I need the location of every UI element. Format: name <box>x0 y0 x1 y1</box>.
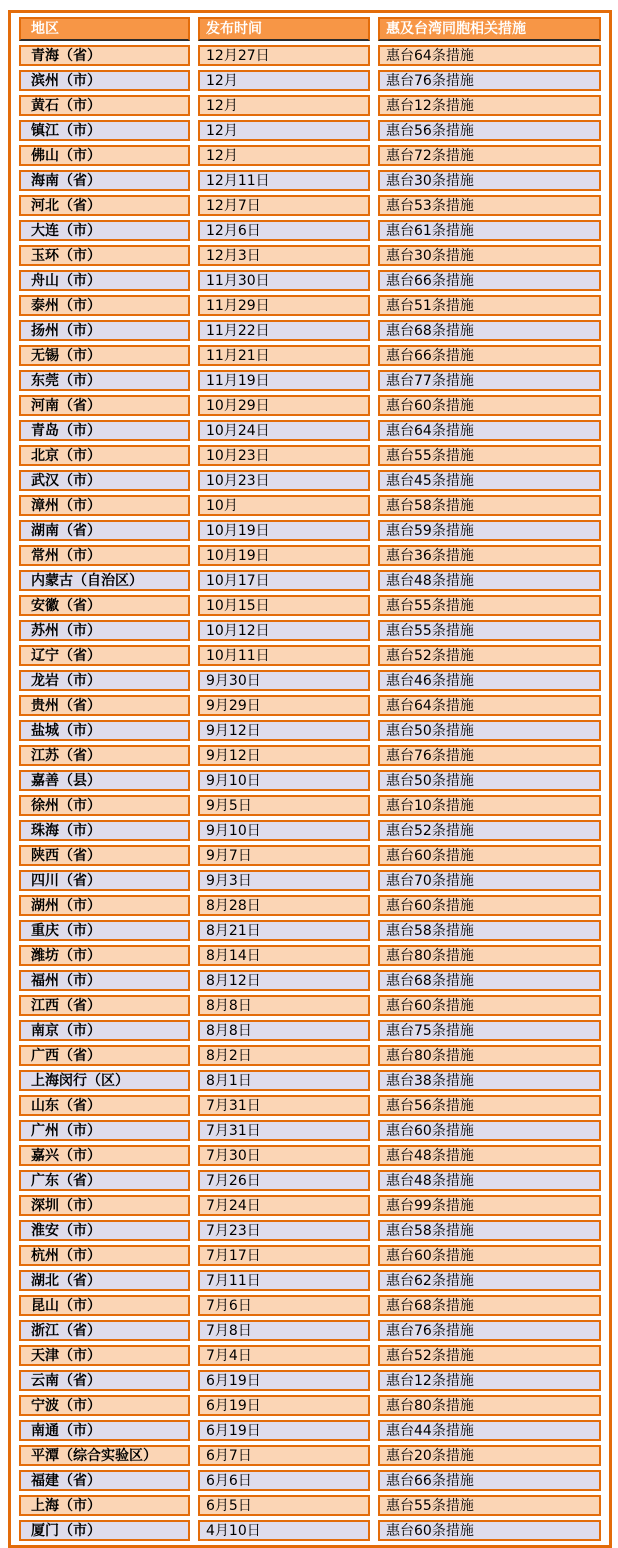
measures-cell: 惠台20条措施 <box>378 1445 601 1466</box>
region-cell: 北京（市） <box>19 445 190 466</box>
date-cell: 7月30日 <box>198 1145 370 1166</box>
measures-cell: 惠台80条措施 <box>378 945 601 966</box>
date-cell: 9月7日 <box>198 845 370 866</box>
table-row <box>19 545 601 566</box>
region-cell: 厦门（市） <box>19 1520 190 1541</box>
table-row <box>19 1120 601 1141</box>
measures-cell: 惠台99条措施 <box>378 1195 601 1216</box>
date-cell: 10月29日 <box>198 395 370 416</box>
measures-cell: 惠台52条措施 <box>378 1345 601 1366</box>
region-cell: 无锡（市） <box>19 345 190 366</box>
measures-cell: 惠台60条措施 <box>378 1120 601 1141</box>
measures-cell: 惠台36条措施 <box>378 545 601 566</box>
date-cell: 10月24日 <box>198 420 370 441</box>
measures-cell: 惠台66条措施 <box>378 1470 601 1491</box>
region-cell: 苏州（市） <box>19 620 190 641</box>
date-cell: 7月23日 <box>198 1220 370 1241</box>
taiwan-measures-table <box>11 13 609 1545</box>
table-row <box>19 720 601 741</box>
measures-cell: 惠台60条措施 <box>378 1245 601 1266</box>
measures-cell: 惠台52条措施 <box>378 645 601 666</box>
table-row <box>19 1095 601 1116</box>
date-cell: 10月11日 <box>198 645 370 666</box>
region-cell: 佛山（市） <box>19 145 190 166</box>
region-cell: 珠海（市） <box>19 820 190 841</box>
region-cell: 昆山（市） <box>19 1295 190 1316</box>
date-cell: 10月23日 <box>198 445 370 466</box>
measures-cell: 惠台51条措施 <box>378 295 601 316</box>
region-cell: 南通（市） <box>19 1420 190 1441</box>
measures-cell: 惠台76条措施 <box>378 1320 601 1341</box>
measures-cell: 惠台76条措施 <box>378 70 601 91</box>
measures-cell: 惠台46条措施 <box>378 670 601 691</box>
date-cell: 8月14日 <box>198 945 370 966</box>
table-row <box>19 70 601 91</box>
region-cell: 广西（省） <box>19 1045 190 1066</box>
date-cell: 12月 <box>198 145 370 166</box>
region-cell: 四川（省） <box>19 870 190 891</box>
date-cell: 6月5日 <box>198 1495 370 1516</box>
date-cell: 7月6日 <box>198 1295 370 1316</box>
date-cell: 8月21日 <box>198 920 370 941</box>
measures-cell: 惠台59条措施 <box>378 520 601 541</box>
measures-cell: 惠台61条措施 <box>378 220 601 241</box>
measures-cell: 惠台56条措施 <box>378 1095 601 1116</box>
table-row <box>19 1220 601 1241</box>
region-cell: 潍坊（市） <box>19 945 190 966</box>
table-outer-frame <box>8 10 612 1548</box>
region-cell: 广东（省） <box>19 1170 190 1191</box>
region-cell: 玉环（市） <box>19 245 190 266</box>
region-cell: 南京（市） <box>19 1020 190 1041</box>
date-cell: 9月10日 <box>198 820 370 841</box>
date-cell: 7月17日 <box>198 1245 370 1266</box>
table-row <box>19 1495 601 1516</box>
measures-cell: 惠台64条措施 <box>378 420 601 441</box>
table-row <box>19 245 601 266</box>
region-cell: 浙江（省） <box>19 1320 190 1341</box>
region-cell: 河南（省） <box>19 395 190 416</box>
region-cell: 平潭（综合实验区） <box>19 1445 190 1466</box>
measures-cell: 惠台60条措施 <box>378 845 601 866</box>
measures-cell: 惠台55条措施 <box>378 1495 601 1516</box>
date-cell: 7月4日 <box>198 1345 370 1366</box>
measures-cell: 惠台66条措施 <box>378 270 601 291</box>
date-cell: 6月7日 <box>198 1445 370 1466</box>
table-row <box>19 170 601 191</box>
region-cell: 上海（市） <box>19 1495 190 1516</box>
measures-cell: 惠台66条措施 <box>378 345 601 366</box>
region-cell: 辽宁（省） <box>19 645 190 666</box>
table-row <box>19 1295 601 1316</box>
table-row <box>19 145 601 166</box>
measures-cell: 惠台80条措施 <box>378 1045 601 1066</box>
table-row <box>19 645 601 666</box>
column-header-publish-date: 发布时间 <box>198 17 370 41</box>
measures-cell: 惠台62条措施 <box>378 1270 601 1291</box>
date-cell: 10月 <box>198 495 370 516</box>
table-row <box>19 970 601 991</box>
date-cell: 7月11日 <box>198 1270 370 1291</box>
region-cell: 泰州（市） <box>19 295 190 316</box>
table-row <box>19 370 601 391</box>
measures-cell: 惠台80条措施 <box>378 1395 601 1416</box>
measures-cell: 惠台76条措施 <box>378 745 601 766</box>
table-row <box>19 845 601 866</box>
date-cell: 8月8日 <box>198 1020 370 1041</box>
table-row <box>19 570 601 591</box>
measures-cell: 惠台30条措施 <box>378 245 601 266</box>
table-row <box>19 1195 601 1216</box>
date-cell: 9月10日 <box>198 770 370 791</box>
table-row <box>19 345 601 366</box>
region-cell: 武汉（市） <box>19 470 190 491</box>
table-row <box>19 620 601 641</box>
region-cell: 福建（省） <box>19 1470 190 1491</box>
table-row <box>19 1045 601 1066</box>
table-row <box>19 1395 601 1416</box>
date-cell: 11月22日 <box>198 320 370 341</box>
table-row <box>19 195 601 216</box>
region-cell: 湖北（省） <box>19 1270 190 1291</box>
measures-cell: 惠台60条措施 <box>378 895 601 916</box>
table-body <box>19 45 601 1541</box>
measures-cell: 惠台70条措施 <box>378 870 601 891</box>
region-cell: 天津（市） <box>19 1345 190 1366</box>
header-row <box>19 17 601 41</box>
date-cell: 12月27日 <box>198 45 370 66</box>
date-cell: 9月5日 <box>198 795 370 816</box>
region-cell: 贵州（省） <box>19 695 190 716</box>
region-cell: 江苏（省） <box>19 745 190 766</box>
column-header-region: 地区 <box>19 17 190 41</box>
measures-cell: 惠台30条措施 <box>378 170 601 191</box>
date-cell: 9月29日 <box>198 695 370 716</box>
date-cell: 7月31日 <box>198 1095 370 1116</box>
date-cell: 12月 <box>198 120 370 141</box>
date-cell: 8月1日 <box>198 1070 370 1091</box>
date-cell: 8月8日 <box>198 995 370 1016</box>
region-cell: 广州（市） <box>19 1120 190 1141</box>
date-cell: 12月 <box>198 70 370 91</box>
table-row <box>19 1470 601 1491</box>
region-cell: 陕西（省） <box>19 845 190 866</box>
region-cell: 海南（省） <box>19 170 190 191</box>
table-row <box>19 1020 601 1041</box>
table-row <box>19 1170 601 1191</box>
date-cell: 11月29日 <box>198 295 370 316</box>
region-cell: 山东（省） <box>19 1095 190 1116</box>
table-row <box>19 1320 601 1341</box>
date-cell: 10月23日 <box>198 470 370 491</box>
measures-cell: 惠台58条措施 <box>378 495 601 516</box>
table-row <box>19 820 601 841</box>
table-row <box>19 670 601 691</box>
date-cell: 12月7日 <box>198 195 370 216</box>
measures-cell: 惠台55条措施 <box>378 595 601 616</box>
region-cell: 漳州（市） <box>19 495 190 516</box>
measures-cell: 惠台75条措施 <box>378 1020 601 1041</box>
region-cell: 黄石（市） <box>19 95 190 116</box>
date-cell: 10月17日 <box>198 570 370 591</box>
table-row <box>19 745 601 766</box>
region-cell: 龙岩（市） <box>19 670 190 691</box>
region-cell: 青海（省） <box>19 45 190 66</box>
measures-cell: 惠台48条措施 <box>378 1170 601 1191</box>
table-header <box>19 17 601 41</box>
table-row <box>19 870 601 891</box>
region-cell: 大连（市） <box>19 220 190 241</box>
measures-cell: 惠台72条措施 <box>378 145 601 166</box>
region-cell: 云南（省） <box>19 1370 190 1391</box>
measures-cell: 惠台44条措施 <box>378 1420 601 1441</box>
table-row <box>19 470 601 491</box>
date-cell: 9月30日 <box>198 670 370 691</box>
date-cell: 9月12日 <box>198 720 370 741</box>
measures-cell: 惠台64条措施 <box>378 45 601 66</box>
date-cell: 11月19日 <box>198 370 370 391</box>
measures-cell: 惠台48条措施 <box>378 570 601 591</box>
measures-cell: 惠台58条措施 <box>378 1220 601 1241</box>
table-row <box>19 945 601 966</box>
measures-cell: 惠台55条措施 <box>378 620 601 641</box>
measures-cell: 惠台50条措施 <box>378 720 601 741</box>
date-cell: 6月19日 <box>198 1420 370 1441</box>
date-cell: 8月2日 <box>198 1045 370 1066</box>
table-row <box>19 295 601 316</box>
table-row <box>19 320 601 341</box>
region-cell: 河北（省） <box>19 195 190 216</box>
table-row <box>19 220 601 241</box>
region-cell: 湖南（省） <box>19 520 190 541</box>
date-cell: 9月3日 <box>198 870 370 891</box>
date-cell: 6月19日 <box>198 1395 370 1416</box>
measures-cell: 惠台53条措施 <box>378 195 601 216</box>
measures-cell: 惠台60条措施 <box>378 395 601 416</box>
table-row <box>19 695 601 716</box>
region-cell: 深圳（市） <box>19 1195 190 1216</box>
date-cell: 12月 <box>198 95 370 116</box>
date-cell: 9月12日 <box>198 745 370 766</box>
table-row <box>19 1345 601 1366</box>
date-cell: 4月10日 <box>198 1520 370 1541</box>
date-cell: 7月26日 <box>198 1170 370 1191</box>
measures-cell: 惠台60条措施 <box>378 995 601 1016</box>
date-cell: 8月12日 <box>198 970 370 991</box>
table-row <box>19 1420 601 1441</box>
date-cell: 7月24日 <box>198 1195 370 1216</box>
region-cell: 滨州（市） <box>19 70 190 91</box>
measures-cell: 惠台68条措施 <box>378 970 601 991</box>
region-cell: 嘉善（县） <box>19 770 190 791</box>
table-row <box>19 420 601 441</box>
table-row <box>19 920 601 941</box>
region-cell: 舟山（市） <box>19 270 190 291</box>
region-cell: 杭州（市） <box>19 1245 190 1266</box>
table-row <box>19 95 601 116</box>
region-cell: 上海闵行（区） <box>19 1070 190 1091</box>
table-row <box>19 1520 601 1541</box>
column-header-measures: 惠及台湾同胞相关措施 <box>378 17 601 41</box>
date-cell: 10月19日 <box>198 520 370 541</box>
measures-cell: 惠台12条措施 <box>378 95 601 116</box>
region-cell: 淮安（市） <box>19 1220 190 1241</box>
table-row <box>19 995 601 1016</box>
date-cell: 11月30日 <box>198 270 370 291</box>
region-cell: 嘉兴（市） <box>19 1145 190 1166</box>
region-cell: 内蒙古（自治区） <box>19 570 190 591</box>
measures-cell: 惠台10条措施 <box>378 795 601 816</box>
measures-cell: 惠台52条措施 <box>378 820 601 841</box>
date-cell: 10月15日 <box>198 595 370 616</box>
measures-cell: 惠台12条措施 <box>378 1370 601 1391</box>
measures-cell: 惠台58条措施 <box>378 920 601 941</box>
date-cell: 7月8日 <box>198 1320 370 1341</box>
measures-cell: 惠台56条措施 <box>378 120 601 141</box>
table-row <box>19 120 601 141</box>
table-row <box>19 795 601 816</box>
table-row <box>19 1245 601 1266</box>
region-cell: 盐城（市） <box>19 720 190 741</box>
measures-cell: 惠台45条措施 <box>378 470 601 491</box>
region-cell: 东莞（市） <box>19 370 190 391</box>
region-cell: 徐州（市） <box>19 795 190 816</box>
region-cell: 青岛（市） <box>19 420 190 441</box>
measures-cell: 惠台48条措施 <box>378 1145 601 1166</box>
date-cell: 11月21日 <box>198 345 370 366</box>
table-row <box>19 1145 601 1166</box>
measures-cell: 惠台77条措施 <box>378 370 601 391</box>
measures-cell: 惠台64条措施 <box>378 695 601 716</box>
date-cell: 12月6日 <box>198 220 370 241</box>
table-row <box>19 45 601 66</box>
region-cell: 宁波（市） <box>19 1395 190 1416</box>
region-cell: 镇江（市） <box>19 120 190 141</box>
table-row <box>19 595 601 616</box>
table-row <box>19 1070 601 1091</box>
date-cell: 8月28日 <box>198 895 370 916</box>
table-row <box>19 520 601 541</box>
measures-cell: 惠台60条措施 <box>378 1520 601 1541</box>
date-cell: 12月3日 <box>198 245 370 266</box>
date-cell: 12月11日 <box>198 170 370 191</box>
table-row <box>19 395 601 416</box>
region-cell: 常州（市） <box>19 545 190 566</box>
table-row <box>19 270 601 291</box>
date-cell: 6月19日 <box>198 1370 370 1391</box>
region-cell: 重庆（市） <box>19 920 190 941</box>
table-row <box>19 1370 601 1391</box>
measures-cell: 惠台68条措施 <box>378 1295 601 1316</box>
measures-cell: 惠台50条措施 <box>378 770 601 791</box>
region-cell: 湖州（市） <box>19 895 190 916</box>
table-row <box>19 1270 601 1291</box>
table-row <box>19 770 601 791</box>
region-cell: 江西（省） <box>19 995 190 1016</box>
date-cell: 6月6日 <box>198 1470 370 1491</box>
date-cell: 10月19日 <box>198 545 370 566</box>
measures-cell: 惠台55条措施 <box>378 445 601 466</box>
measures-cell: 惠台68条措施 <box>378 320 601 341</box>
date-cell: 10月12日 <box>198 620 370 641</box>
region-cell: 安徽（省） <box>19 595 190 616</box>
table-row <box>19 1445 601 1466</box>
table-row <box>19 445 601 466</box>
date-cell: 7月31日 <box>198 1120 370 1141</box>
table-row <box>19 495 601 516</box>
measures-cell: 惠台38条措施 <box>378 1070 601 1091</box>
table-row <box>19 895 601 916</box>
region-cell: 福州（市） <box>19 970 190 991</box>
region-cell: 扬州（市） <box>19 320 190 341</box>
